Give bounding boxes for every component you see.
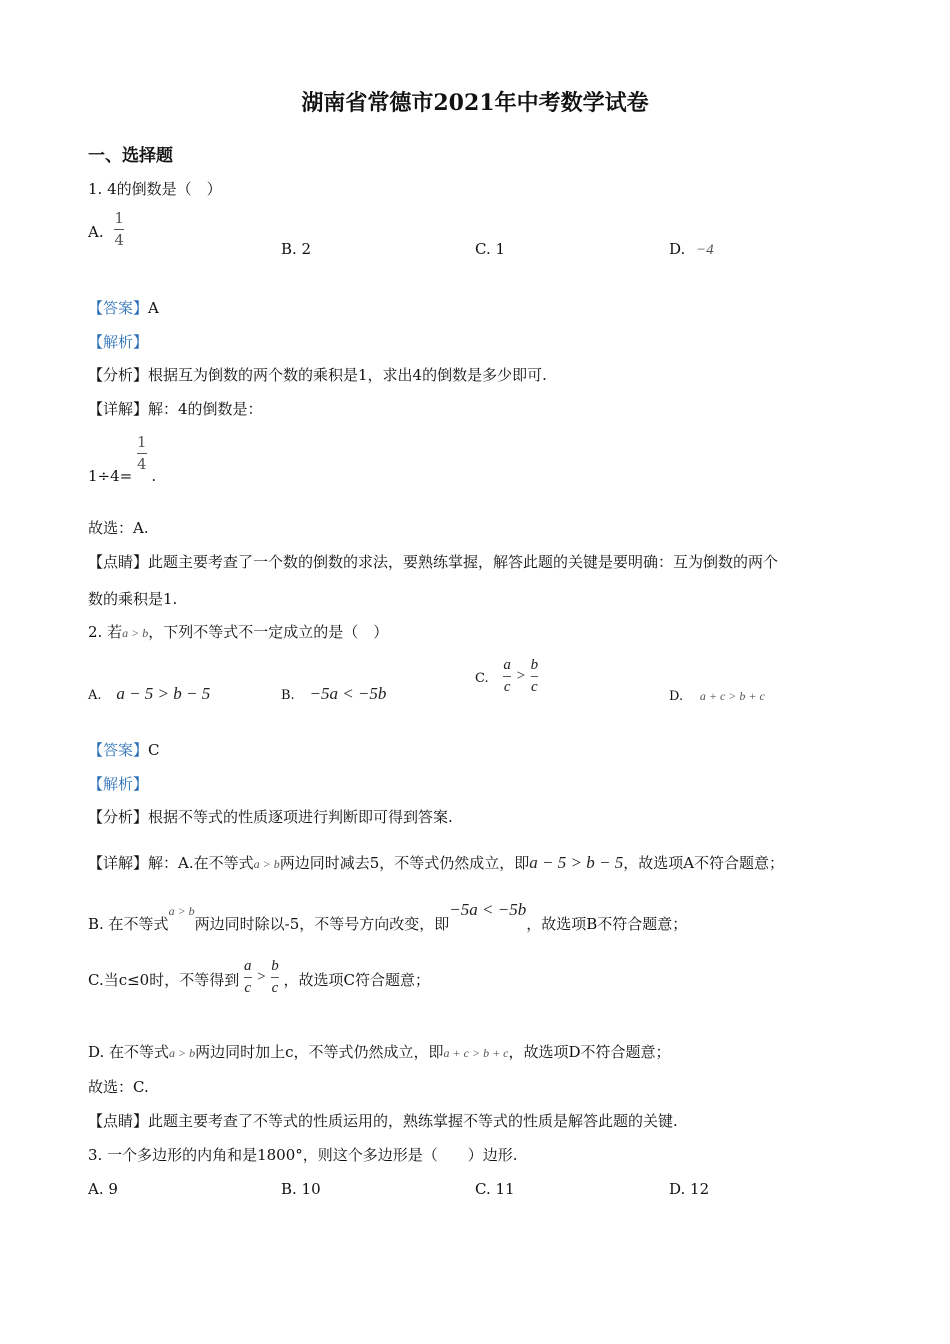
section-heading: 一、选择题: [88, 146, 173, 166]
numerator: 1: [114, 209, 124, 227]
q2-fenxi: [88, 808, 453, 826]
q2-detail-line-d: [88, 1043, 671, 1061]
fraction-bar: [114, 229, 124, 230]
option-label: D.: [669, 689, 684, 704]
q2-option-d: [669, 686, 765, 705]
q1-option-a: [88, 209, 124, 252]
q3-option-d: D. 12: [669, 1180, 710, 1198]
q1-dianjing-cont: 数的乘积是1.: [88, 590, 178, 608]
numerator: a: [503, 657, 511, 673]
xiangjie-tag: 【详解】: [88, 400, 149, 418]
fraction: [531, 657, 539, 695]
math-expression: −5a < −5b: [309, 684, 387, 703]
detail-text: C.当c≤0时，不等得到: [88, 971, 240, 989]
calc-end: .: [151, 467, 157, 485]
denominator: 4: [137, 454, 147, 473]
math-expression: a > b: [169, 1046, 196, 1060]
option-label: C.: [475, 671, 489, 686]
numerator: 1: [137, 433, 147, 451]
detail-text: 两边同时除以-5，不等号方向改变，即: [194, 915, 450, 933]
q2-detail-line-a: [88, 853, 784, 873]
detail-text: D. 在不等式: [88, 1043, 170, 1061]
q1-analysis-tag: 【解析】: [88, 333, 149, 351]
q1-option-c: C. 1: [475, 240, 506, 258]
stem-text: 2. 若: [88, 623, 123, 641]
fraction-bar: [503, 676, 511, 677]
q1-option-b: B. 2: [281, 240, 312, 258]
option-label: A.: [88, 223, 104, 241]
fraction: [271, 958, 279, 996]
question-1-stem: 1. 4的倒数是（ ）: [88, 180, 222, 198]
fenxi-tag: 【分析】: [88, 808, 149, 826]
math-expression: a > b: [122, 626, 149, 640]
q2-option-a: [88, 684, 210, 704]
answer-tag: 【答案】: [88, 741, 149, 759]
denominator: c: [531, 678, 538, 695]
answer-tag: 【答案】: [88, 299, 149, 317]
math-expression: a − 5 > b − 5: [529, 853, 624, 872]
detail-text: ，故选项B不符合题意；: [526, 915, 688, 933]
calc-left: 1÷4=: [88, 467, 133, 485]
fraction-bar: [271, 977, 279, 978]
q1-calc-line: [88, 433, 157, 485]
q1-dianjing: [88, 553, 778, 571]
question-2-stem: [88, 623, 388, 641]
q1-answer: [88, 299, 159, 317]
denominator: 4: [114, 230, 124, 249]
answer-value: A: [148, 299, 159, 317]
denominator: c: [271, 979, 279, 996]
fraction: [503, 657, 511, 695]
q2-conclusion: 故选：C.: [88, 1078, 149, 1096]
fraction-bar: [244, 977, 252, 978]
math-expression: a + c > b + c: [443, 1046, 509, 1060]
denominator: c: [244, 979, 252, 996]
detail-text: 解：A.在不等式: [148, 854, 254, 872]
fenxi-text: 根据不等式的性质逐项进行判断即可得到答案.: [148, 808, 453, 826]
option-label: A.: [88, 688, 102, 703]
q3-option-c: C. 11: [475, 1180, 515, 1198]
xiangjie-text: 解：4的倒数是：: [148, 400, 263, 418]
detail-text: 两边同时减去5，不等式仍然成立，即: [279, 854, 530, 872]
option-label: D.: [669, 240, 686, 258]
option-label: B.: [281, 688, 295, 703]
q1-option-d: [669, 240, 714, 259]
page-title: 湖南省常德市2021年中考数学试卷: [301, 90, 649, 116]
q3-option-a: A. 9: [88, 1180, 118, 1198]
numerator: b: [530, 657, 539, 673]
detail-text: B. 在不等式: [88, 915, 169, 933]
q2-dianjing: [88, 1112, 678, 1130]
numerator: b: [271, 958, 279, 974]
question-3-stem: 3. 一个多边形的内角和是1800°，则这个多边形是（ ）边形.: [88, 1146, 518, 1164]
answer-value: C: [148, 741, 160, 759]
greater-than: >: [515, 668, 526, 684]
detail-text: ，故选项A不符合题意；: [623, 854, 785, 872]
q1-fenxi: [88, 366, 547, 384]
math-expression: a + c > b + c: [699, 689, 765, 703]
math-expression: a > b: [253, 857, 280, 871]
q2-answer: [88, 741, 160, 759]
q2-analysis-tag: 【解析】: [88, 775, 149, 793]
q2-detail-line-c: [88, 958, 430, 996]
q1-xiangjie: [88, 400, 263, 418]
math-expression: −5a < −5b: [449, 900, 527, 919]
fraction-bar: [137, 453, 147, 454]
detail-text: ，故选项C符合题意；: [283, 971, 430, 989]
dianjing-text: 此题主要考查了一个数的倒数的求法，要熟练掌握，解答此题的关键是要明确：互为倒数的两个: [148, 553, 779, 571]
fenxi-tag: 【分析】: [88, 366, 149, 384]
xiangjie-tag: 【详解】: [88, 854, 149, 872]
dianjing-tag: 【点睛】: [88, 553, 149, 571]
math-expression: −4: [696, 242, 714, 258]
math-expression: a − 5 > b − 5: [116, 684, 211, 703]
q2-option-c: [475, 657, 538, 695]
detail-text: ，故选项D不符合题意；: [508, 1043, 671, 1061]
q2-detail-line-b: [88, 900, 688, 933]
fraction: [114, 210, 124, 248]
dianjing-tag: 【点睛】: [88, 1112, 149, 1130]
q3-option-b: B. 10: [281, 1180, 321, 1198]
q1-conclusion: 故选：A.: [88, 519, 149, 537]
math-expression: a > b: [168, 904, 195, 918]
detail-text: 两边同时加上c，不等式仍然成立，即: [195, 1043, 444, 1061]
fraction: [137, 434, 147, 472]
stem-text: ，下列不等式不一定成立的是（ ）: [148, 623, 389, 641]
denominator: c: [503, 678, 511, 695]
numerator: a: [244, 958, 252, 974]
q2-option-b: [281, 684, 386, 704]
greater-than: >: [256, 969, 267, 985]
fenxi-text: 根据互为倒数的两个数的乘积是1，求出4的倒数是多少即可.: [148, 366, 547, 384]
fraction-bar: [531, 676, 539, 677]
dianjing-text: 此题主要考查了不等式的性质运用的，熟练掌握不等式的性质是解答此题的关键.: [148, 1112, 678, 1130]
fraction: [244, 958, 252, 996]
